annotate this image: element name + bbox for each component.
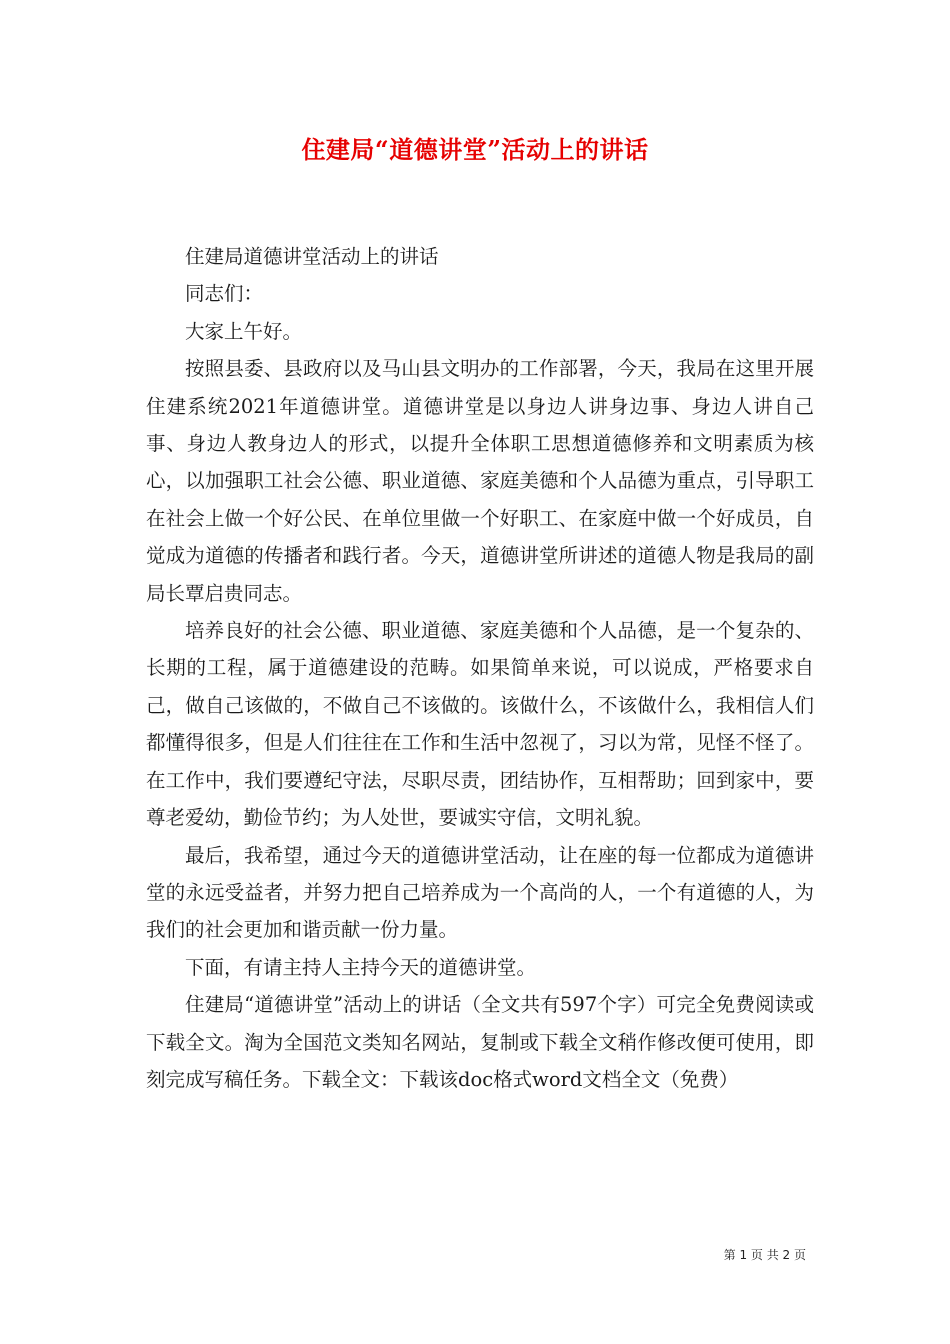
paragraph-closing: 最后，我希望，通过今天的道德讲堂活动，让在座的每一位都成为道德讲堂的永远受益者，并努力把自己培养成为一个高尚的人，一个有道德的人，为我们的社会更加和谐贡献一份力量。	[146, 843, 814, 942]
paragraph-salutation: 同志们：	[185, 282, 264, 306]
paragraph-heading: 住建局道德讲堂活动上的讲话	[185, 245, 439, 268]
document-body	[146, 238, 814, 1098]
paragraph-download-notice: 住建局“道德讲堂”活动上的讲话（全文共有597个字）可完全免费阅读或下载全文。淘为全国范文类知名网站，复制或下载全文稍作修改便可使用，即刻完成写稿任务。下载全文：下载该doc格式word文档全文（免费）	[146, 993, 814, 1091]
paragraph-intro: 按照县委、县政府以及马山县文明办的工作部署，今天，我局在这里开展住建系统2021年道德讲堂。道德讲堂是以身边人讲身边事、身边人讲自己事、身边人教身边人的形式，以提升全体职工思想道德修养和文明素质为核心，以加强职工社会公德、职业道德、家庭美德和个人品德为重点，引导职工在社会上做一个好公民、在单位里做一个好职工、在家庭中做一个好成员，自觉成为道德的传播者和践行者。今天，道德讲堂所讲述的道德人物是我局的副局长覃启贵同志。	[146, 357, 814, 605]
page-number: 第 1 页 共 2 页	[723, 1248, 806, 1262]
document-title: 住建局“道德讲堂”活动上的讲话	[301, 135, 649, 164]
paragraph-greeting: 大家上午好。	[185, 319, 303, 343]
paragraph-host: 下面，有请主持人主持今天的道德讲堂。	[185, 955, 537, 979]
paragraph-morality: 培养良好的社会公德、职业道德、家庭美德和个人品德，是一个复杂的、长期的工程，属于道德建设的范畴。如果简单来说，可以说成，严格要求自己，做自己该做的，不做自己不该做的。该做什么，不该做什么，我相信人们都懂得很多，但是人们往往在工作和生活中忽视了，习以为常，见怪不怪了。在工作中，我们要遵纪守法，尽职尽责，团结协作，互相帮助；回到家中，要尊老爱幼，勤俭节约；为人处世，要诚实守信，文明礼貌。	[146, 619, 814, 830]
